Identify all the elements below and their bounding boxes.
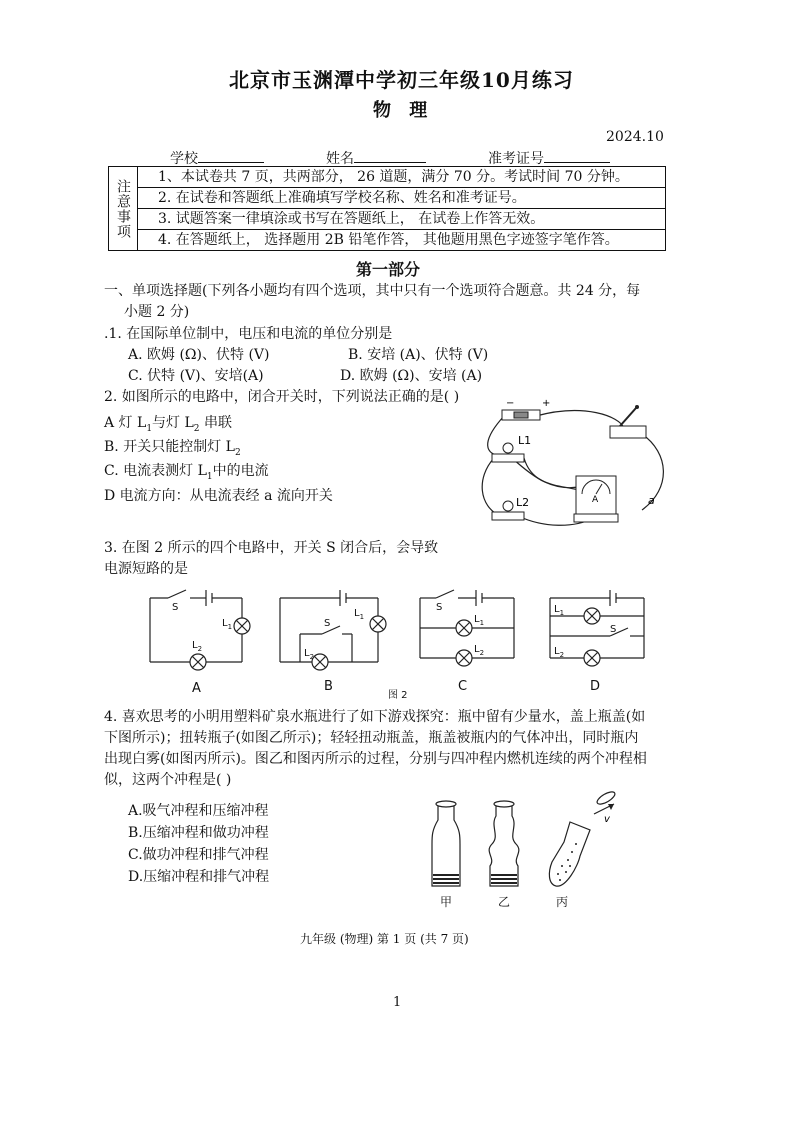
- q2-c-sub: 1: [206, 471, 213, 482]
- q1-stem: .1. 在国际单位制中，电压和电流的单位分别是: [104, 326, 393, 342]
- circuit-c-l1-label: $L_1$: [474, 614, 485, 627]
- q1-option-a[interactable]: A. 欧姆 (Ω)、伏特 (V): [128, 347, 270, 363]
- exam-date: 2024.10: [606, 129, 664, 145]
- notice-table: [108, 166, 666, 251]
- page-title: 北京市玉渊潭中学初三年级10月练习: [229, 68, 574, 92]
- circuit-b-s-label: S: [324, 618, 331, 629]
- circuit-c: [420, 590, 514, 666]
- q2-a-text-2: 与灯 L: [152, 415, 194, 431]
- q2-a-text-1: A 灯 L: [104, 415, 147, 431]
- bottle-yi-icon: [489, 801, 519, 886]
- circuit-c-l2-label: $L_2$: [474, 644, 485, 657]
- q2-option-d[interactable]: D 电流方向：从电流表经 a 流向开关: [104, 488, 333, 504]
- bottle-bing-icon: [549, 790, 616, 887]
- circuit-d-caption: D: [590, 679, 601, 694]
- circuit-b-l1-label: $L_1$: [354, 608, 365, 621]
- q2-b-sub: 2: [234, 447, 241, 458]
- switch-icon: [610, 426, 646, 438]
- section-instructions-line2: 小题 2 分): [124, 304, 190, 320]
- bottle-yi-label: 乙: [498, 895, 511, 909]
- q4-bottles-figure: [420, 786, 620, 916]
- section-instructions-line1: 一、单项选择题(下列各小题均有四个选项，其中只有一个选项符合题意。共 24 分，每: [104, 283, 641, 299]
- name-blank[interactable]: [354, 148, 426, 163]
- q4-stem-line2: 下图所示)；扭转瓶子(如图乙所示)；轻轻扭动瓶盖，瓶盖被瓶内的气体冲出，同时瓶内: [104, 730, 639, 746]
- q2-option-a[interactable]: [104, 413, 232, 439]
- lamp-l1-base: [492, 454, 524, 462]
- q4-stem-line1: 4. 喜欢思考的小明用塑料矿泉水瓶进行了如下游戏探究：瓶中留有少量水，盖上瓶盖(如: [104, 709, 646, 725]
- page-footer-info: 九年级 (物理) 第 1 页 (共 7 页): [300, 932, 469, 946]
- circuit-c-s-label: S: [436, 602, 443, 613]
- subject-title: 物 理: [373, 100, 434, 121]
- bottle-bing-label: 丙: [556, 895, 569, 909]
- notice-label: 注意事项: [109, 167, 138, 251]
- q4-bottles-svg: [420, 786, 620, 912]
- q2-a-sub-2: 2: [193, 423, 200, 434]
- q1-option-b[interactable]: B. 安培 (A)、伏特 (V): [348, 347, 489, 363]
- q3-stem-line1: 3. 在图 2 所示的四个电路中，开关 S 闭合后，会导致: [104, 540, 439, 556]
- circuit-b-caption: B: [324, 679, 333, 694]
- battery-plus-label: +: [542, 398, 551, 409]
- q1-option-d[interactable]: D. 欧姆 (Ω)、安培 (A): [340, 368, 483, 384]
- page-number: 1: [393, 995, 402, 1010]
- circuit-d-l1-label: $L_1$: [554, 604, 565, 617]
- lamp-l2-base: [492, 512, 524, 520]
- school-blank[interactable]: [198, 148, 264, 163]
- q4-option-a[interactable]: A.吸气冲程和压缩冲程: [128, 803, 269, 819]
- l1-label: L1: [518, 434, 532, 447]
- q2-option-c[interactable]: [104, 461, 269, 487]
- notice-item-3: 3. 试题答案一律填涂或书写在答题纸上， 在试卷上作答无效。: [138, 209, 666, 230]
- circuit-a-caption: A: [192, 681, 201, 696]
- q4-option-c[interactable]: C.做功冲程和排气冲程: [128, 847, 269, 863]
- exam-id-label: 准考证号: [488, 151, 544, 167]
- q2-circuit-svg: [474, 398, 680, 538]
- circuit-d-l2-label: $L_2$: [554, 646, 565, 659]
- notice-item-4: 4. 在答题纸上， 选择题用 2B 铅笔作答， 其他题用黑色字迹签字笔作答。: [138, 230, 666, 251]
- circuit-a-l2-label: $L_2$: [192, 640, 203, 653]
- point-a-label: a: [648, 494, 655, 507]
- circuit-d: [550, 590, 644, 666]
- velocity-label: v: [604, 814, 610, 825]
- q4-stem-line4: 似，这两个冲程是( ): [104, 772, 232, 788]
- circuit-c-caption: C: [458, 679, 468, 694]
- q4-stem-line3: 出现白雾(如图丙所示)。图乙和图丙所示的过程，分别与四冲程内燃机连续的两个冲程相: [104, 751, 647, 767]
- lamp-l1-icon: [503, 443, 513, 453]
- q3-circuits-figure: [140, 588, 660, 704]
- q2-a-text-3: 串联: [199, 415, 232, 431]
- part1-heading: 第一部分: [356, 260, 421, 279]
- circuit-b-l2-label: $L_2$: [304, 648, 315, 661]
- q2-b-text: B. 开关只能控制灯 L: [104, 439, 235, 455]
- q2-stem: 2. 如图所示的电路中，闭合开关时，下列说法正确的是( ): [104, 389, 460, 405]
- q2-c-text-2: 中的电流: [212, 463, 269, 479]
- bottle-jia-label: 甲: [440, 895, 453, 909]
- q3-figure-caption: 图 2: [388, 690, 408, 700]
- q2-c-text-1: C. 电流表测灯 L: [104, 463, 207, 479]
- circuit-b: [280, 590, 386, 670]
- circuit-a-s-label: S: [172, 602, 179, 613]
- q3-stem-line2: 电源短路的是: [104, 561, 188, 577]
- q2-a-sub-1: 1: [146, 423, 153, 434]
- battery-minus-label: −: [506, 398, 515, 409]
- lamp-l2-icon: [503, 501, 513, 511]
- name-label: 姓名: [326, 151, 354, 167]
- circuit-a: [150, 590, 250, 670]
- q2-circuit-figure: [474, 398, 680, 542]
- notice-item-1: 1、本试卷共 7 页，共两部分， 26 道题，满分 70 分。考试时间 70 分钟。: [138, 167, 666, 188]
- l2-label: L2: [516, 496, 530, 509]
- q2-option-b[interactable]: [104, 437, 241, 463]
- ammeter-label: A: [592, 495, 599, 505]
- exam-id-blank[interactable]: [544, 148, 610, 163]
- q4-option-d[interactable]: D.压缩冲程和排气冲程: [128, 869, 270, 885]
- circuit-d-s-label: S: [610, 624, 617, 635]
- q3-circuits-svg: [140, 588, 660, 700]
- bottle-jia-icon: [432, 801, 460, 886]
- circuit-a-l1-label: $L_1$: [222, 618, 233, 631]
- school-label: 学校: [170, 151, 198, 167]
- q1-option-c[interactable]: C. 伏特 (V)、安培(A): [128, 368, 264, 384]
- q4-option-b[interactable]: B.压缩冲程和做功冲程: [128, 825, 269, 841]
- notice-item-2: 2. 在试卷和答题纸上准确填写学校名称、姓名和准考证号。: [138, 188, 666, 209]
